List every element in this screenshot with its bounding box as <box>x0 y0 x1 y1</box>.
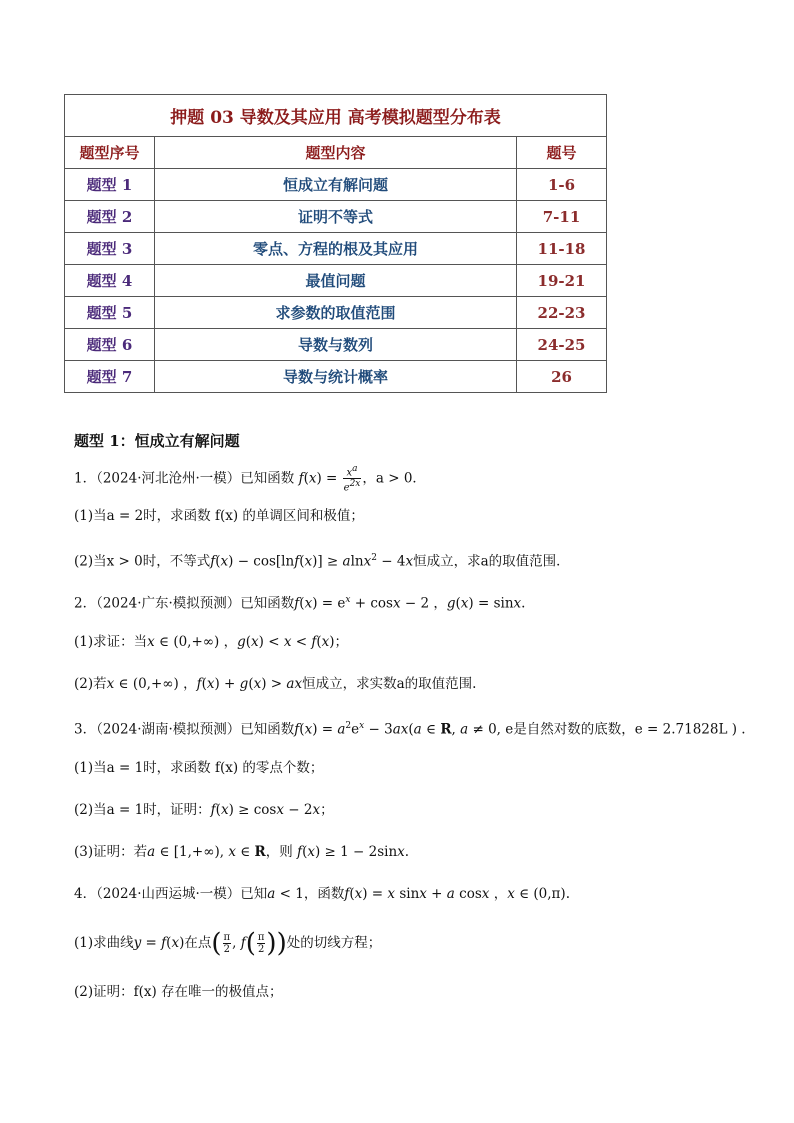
row-content: 导数与数列 <box>155 329 517 361</box>
q1-formula: f <box>298 470 304 487</box>
q1-fraction: $\frac{x^a}{e^{2x}}$ <box>343 464 361 494</box>
row-type: 题型 6 <box>65 329 155 361</box>
row-content: 零点、方程的根及其应用 <box>155 233 517 265</box>
header-type: 题型序号 <box>65 137 155 169</box>
row-nums: 19-21 <box>517 265 607 297</box>
row-nums: 26 <box>517 361 607 393</box>
row-nums: 11-18 <box>517 233 607 265</box>
q1-part2-suffix: 恒成立，求a的取值范围． <box>413 553 570 570</box>
q3-part3-prefix: (3)证明：若 <box>74 844 148 860</box>
row-type: 题型 4 <box>65 265 155 297</box>
table-row <box>65 201 607 233</box>
q1-part1: (1)当a = 2时，求函数 f(x) 的单调区间和极值； <box>74 508 364 524</box>
table-row <box>65 169 607 201</box>
q2-part1-prefix: (1)求证：当 <box>74 634 148 650</box>
q3-part3: (3)证明：若a ∈ [1,+∞), x ∈ R，则 f(x) ≥ 1 − 2sinx. <box>74 844 410 860</box>
q3-part1: (1)当a = 1时，求函数 f(x) 的零点个数； <box>74 760 324 776</box>
q3-part3-mid: ，则 <box>265 844 293 860</box>
distribution-table <box>64 94 607 393</box>
q2-stem-text: 2．（2024·广东·模拟预测）已知函数 <box>74 595 295 612</box>
row-content: 导数与统计概率 <box>155 361 517 393</box>
table-title: 押题 03 导数及其应用 高考模拟题型分布表 <box>65 95 607 137</box>
q4-stem: 4．（2024·山西运城·一模）已知a < 1，函数f(x) = x sinx + a cosx ，x ∈ (0,π). <box>74 886 570 902</box>
table-title-row <box>65 95 607 137</box>
row-nums: 7-11 <box>517 201 607 233</box>
row-type: 题型 2 <box>65 201 155 233</box>
q4-part1: (1)求曲线y = f(x)在点( $\frac{\pi}{2}$ , f( $\frac{\pi}{2}$ ))处的切线方程； <box>74 928 382 959</box>
table-row <box>65 329 607 361</box>
q4-stem-mid: ，函数 <box>303 886 345 902</box>
q2-part1: (1)求证：当x ∈ (0,+∞) ，g(x) < x < f(x)； <box>74 634 349 650</box>
q2-part2: (2)若x ∈ (0,+∞) ，f(x) + g(x) > ax恒成立，求实数a的取值范围. <box>74 676 477 692</box>
row-type: 题型 5 <box>65 297 155 329</box>
q4-part2: (2)证明：f(x) 存在唯一的极值点； <box>74 984 283 1000</box>
q1-stem-prefix: 1．（2024·河北沧州·一模）已知函数 <box>74 470 295 487</box>
q3-stem: 3．（2024·湖南·模拟预测）已知函数$f(x) = a^2e^x - 3ax(a$ ∈ R, a ≠ 0, e是自然对数的底数，e = 2.71828L ) . <box>74 721 746 738</box>
row-type: 题型 7 <box>65 361 155 393</box>
header-content: 题型内容 <box>155 137 517 169</box>
row-nums: 1-6 <box>517 169 607 201</box>
q3-part2-prefix: (2)当a = 1时，证明： <box>74 802 211 818</box>
row-type: 题型 1 <box>65 169 155 201</box>
header-nums: 题号 <box>517 137 607 169</box>
q2-part2-suffix: 恒成立，求实数a的取值范围. <box>302 676 477 692</box>
q1-stem: 1．（2024·河北沧州·一模）已知函数 f(x) = $\frac{x^a}{e^{2x}}$ ，a > 0． <box>74 464 426 494</box>
row-content: 恒成立有解问题 <box>155 169 517 201</box>
row-content: 最值问题 <box>155 265 517 297</box>
q1-stem-suffix: ，a > 0． <box>362 470 426 487</box>
row-nums: 24-25 <box>517 329 607 361</box>
table-row <box>65 361 607 393</box>
table-row <box>65 265 607 297</box>
q3-part2: (2)当a = 1时，证明：f(x) ≥ cosx − 2x； <box>74 802 334 818</box>
q2-part2-prefix: (2)若 <box>74 676 107 692</box>
q4-part1-mid: 在点 <box>184 935 212 951</box>
q4-part1-prefix: (1)求曲线 <box>74 935 134 951</box>
q1-part2-prefix: (2)当x > 0时，不等式 <box>74 553 211 570</box>
q3-stem-text: 3．（2024·湖南·模拟预测）已知函数 <box>74 721 295 738</box>
row-content: 求参数的取值范围 <box>155 297 517 329</box>
q4-stem-prefix: 4．（2024·山西运城·一模）已知 <box>74 886 268 902</box>
table-row <box>65 233 607 265</box>
q1-inequality: f <box>210 553 216 570</box>
q4-part1-suffix: 处的切线方程； <box>286 935 382 951</box>
q1-part2: (2)当x > 0时，不等式f(x) − cos[lnf(x)] ≥ alnx$^2$ − 4x恒成立，求a的取值范围． <box>74 553 570 570</box>
row-type: 题型 3 <box>65 233 155 265</box>
table-header-row <box>65 137 607 169</box>
row-nums: 22-23 <box>517 297 607 329</box>
section-title: 题型 1：恒成立有解问题 <box>74 432 240 450</box>
row-content: 证明不等式 <box>155 201 517 233</box>
q2-stem: 2．（2024·广东·模拟预测）已知函数$f(x) = e^x + \cos x - 2$ ，g(x) = sinx. <box>74 595 526 612</box>
q3-stem-mid: 是自然对数的底数， <box>513 721 635 738</box>
table-row <box>65 297 607 329</box>
